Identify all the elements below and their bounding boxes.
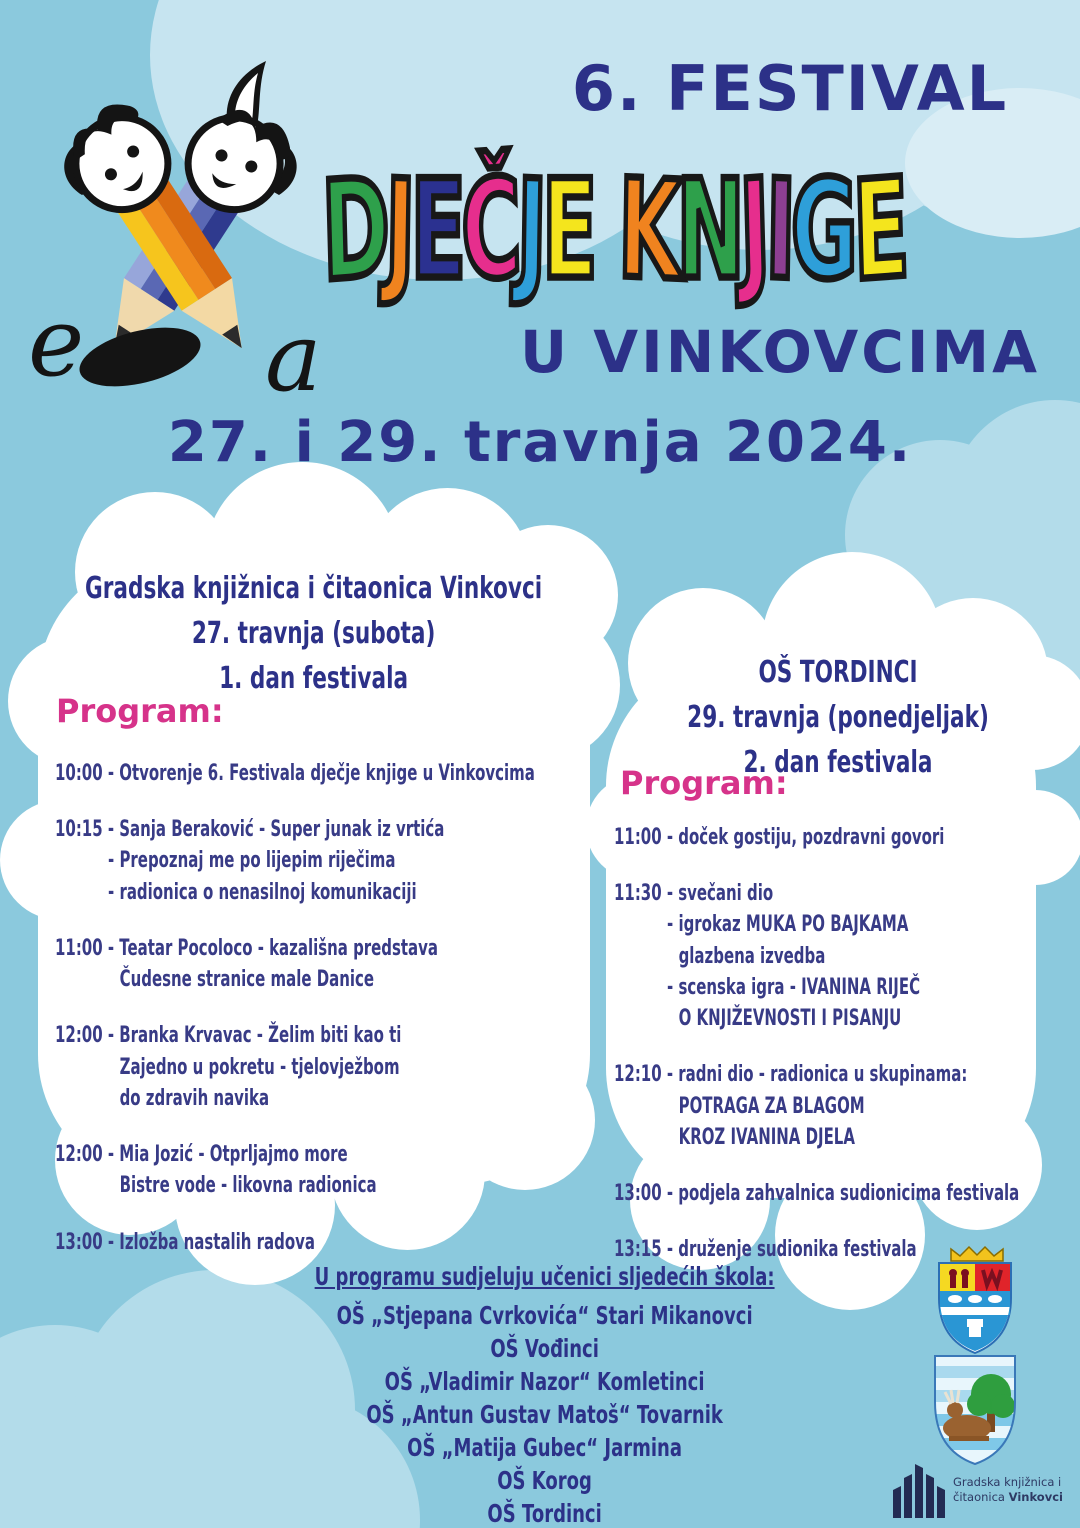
program-separator: - xyxy=(661,1237,679,1263)
program-continuation-line: - Prepoznaj me po lijepim riječima xyxy=(108,848,396,874)
title-letter: K xyxy=(616,148,678,311)
program-entry-line xyxy=(55,758,599,789)
program-continuation-line: POTRAGA ZA BLAGOM xyxy=(678,1093,865,1119)
poster-title-main xyxy=(319,147,1047,312)
program-continuation-line: - scenska igra - IVANINA RIJEČ xyxy=(667,974,921,1000)
program-text: svečani dio xyxy=(678,881,774,907)
program-continuation-line: - radionica o nenasilnoj komunikaciji xyxy=(108,879,417,905)
schools-heading: U programu sudjeluju učenici sljedećih škola: xyxy=(314,1262,775,1291)
program-time: 11:00 xyxy=(55,935,103,961)
program-text: Branka Krvavac - Želim biti kao ti xyxy=(119,1023,402,1049)
heading-line: 2. dan festivala xyxy=(743,745,933,780)
program-entry-line xyxy=(614,1059,1049,1090)
participating-schools xyxy=(235,1262,854,1528)
cursive-a: a xyxy=(265,303,322,405)
program-item xyxy=(614,1178,1049,1209)
library-books-bars-icon xyxy=(893,1460,945,1520)
program-continuation-line: Čudesne stranice male Danice xyxy=(119,967,374,993)
program-item xyxy=(614,1059,1049,1153)
school-name: OŠ „Stjepana Cvrkovića“ Stari Mikanovci xyxy=(336,1301,753,1330)
program-separator: - xyxy=(661,1062,679,1088)
left-program-list xyxy=(55,758,599,1283)
title-letter: J xyxy=(515,149,544,311)
title-letter: Č xyxy=(459,148,519,312)
program-continuation-line: glazbena izvedba xyxy=(678,943,826,969)
title-letter: N xyxy=(676,150,740,310)
program-item xyxy=(55,1020,599,1114)
heading-line: 27. travnja (subota) xyxy=(191,616,436,651)
heading-line: 29. travnja (ponedjeljak) xyxy=(687,700,989,735)
program-separator: - xyxy=(661,881,679,907)
program-continuation-line: Zajedno u pokretu - tjelovježbom xyxy=(119,1054,400,1080)
program-continuation-line: Bistre vode - likovna radionica xyxy=(119,1173,377,1199)
program-entry-line xyxy=(55,814,599,845)
program-separator: - xyxy=(102,1229,120,1255)
program-entry-line xyxy=(55,1227,599,1258)
cursive-e: e xyxy=(28,288,85,398)
program-continuation-line: KROZ IVANINA DJELA xyxy=(678,1124,855,1150)
program-time: 13:15 xyxy=(614,1237,662,1263)
program-text: Mia Jozić - Otprljajmo more xyxy=(119,1142,348,1168)
program-time: 12:00 xyxy=(55,1023,103,1049)
title-letter: J xyxy=(383,149,412,311)
program-separator: - xyxy=(102,817,120,843)
program-text: Izložba nastalih radova xyxy=(119,1229,315,1255)
program-item xyxy=(55,1227,599,1258)
title-letter: G xyxy=(790,150,853,310)
program-entry-line xyxy=(614,1178,1049,1209)
program-continuation-line: - igrokaz MUKA PO BAJKAMA xyxy=(667,912,909,938)
school-name: OŠ Vođinci xyxy=(490,1334,599,1363)
library-logo xyxy=(893,1460,1068,1520)
program-separator: - xyxy=(102,935,120,961)
left-panel-heading xyxy=(40,566,587,701)
program-item xyxy=(614,822,1049,853)
title-letter: I xyxy=(764,149,792,311)
program-separator: - xyxy=(661,825,679,850)
program-time: 10:00 xyxy=(55,761,103,786)
program-continuation-line: O KNJIŽEVNOSTI I PISANJU xyxy=(678,1006,902,1032)
program-text: Otvorenje 6. Festivala dječje knjige u Vinkovcima xyxy=(119,761,535,786)
program-text: Teatar Pocoloco - kazališna predstava xyxy=(119,935,439,961)
program-continuation-line: do zdravih navika xyxy=(119,1085,270,1111)
festival-dates: 27. i 29. travnja 2024. xyxy=(167,410,913,475)
right-program-label: Program: xyxy=(620,764,788,802)
school-name: OŠ „Antun Gustav Matoš“ Tovarnik xyxy=(366,1400,723,1429)
school-name: OŠ „Matija Gubec“ Jarmina xyxy=(407,1433,683,1462)
program-item xyxy=(55,933,599,995)
program-item xyxy=(55,814,599,908)
program-time: 12:10 xyxy=(614,1062,662,1088)
library-name: Gradska knjižnica i čitaonica Vinkovci xyxy=(953,1475,1063,1504)
vinkovci-coat-of-arms-icon xyxy=(925,1243,1025,1355)
program-text: doček gostiju, pozdravni govori xyxy=(678,825,945,850)
program-time: 10:15 xyxy=(55,817,103,843)
school-name: OŠ „Vladimir Nazor“ Komletinci xyxy=(384,1367,705,1396)
program-time: 11:00 xyxy=(614,825,662,850)
heading-line: Gradska knjižnica i čitaonica Vinkovci xyxy=(85,571,543,606)
program-time: 13:00 xyxy=(55,1229,103,1255)
program-separator: - xyxy=(102,1142,120,1168)
heading-line: 1. dan festivala xyxy=(219,661,409,696)
title-letter: D xyxy=(319,147,388,312)
program-entry-line xyxy=(55,1020,599,1051)
pencil-mascot-illustration xyxy=(28,55,333,405)
program-time: 11:30 xyxy=(614,881,662,907)
program-item xyxy=(55,758,599,789)
program-time: 12:00 xyxy=(55,1142,103,1168)
program-entry-line xyxy=(55,1139,599,1170)
program-text: radni dio - radionica u skupinama: xyxy=(678,1062,968,1088)
title-letter: E xyxy=(850,148,906,312)
program-text: Sanja Beraković - Super junak iz vrtića xyxy=(119,817,445,843)
schools-list xyxy=(235,1299,854,1528)
program-item xyxy=(55,1139,599,1201)
title-letter: E xyxy=(541,150,593,310)
county-coat-of-arms-icon xyxy=(929,1352,1021,1467)
school-name: OŠ Korog xyxy=(497,1466,592,1495)
program-time: 13:00 xyxy=(614,1181,662,1207)
program-item xyxy=(614,878,1049,1034)
poster-title-line3: U VINKOVCIMA xyxy=(519,318,1041,386)
poster-title-line1: 6. FESTIVAL xyxy=(571,52,1009,125)
program-text: podjela zahvalnica sudionicima festivala xyxy=(678,1181,1020,1207)
program-separator: - xyxy=(102,1023,120,1049)
right-program-list xyxy=(614,822,1049,1291)
school-name: OŠ Tordinci xyxy=(487,1499,602,1528)
title-letter: E xyxy=(410,150,462,310)
program-text: druženje sudionika festivala xyxy=(678,1237,917,1263)
heading-line: OŠ TORDINCI xyxy=(758,655,918,690)
left-program-label: Program: xyxy=(56,692,224,730)
program-separator: - xyxy=(102,761,120,786)
program-entry-line xyxy=(55,933,599,964)
title-letter: J xyxy=(737,149,768,311)
program-entry-line xyxy=(614,878,1049,909)
program-entry-line xyxy=(614,822,1049,853)
program-separator: - xyxy=(661,1181,679,1207)
